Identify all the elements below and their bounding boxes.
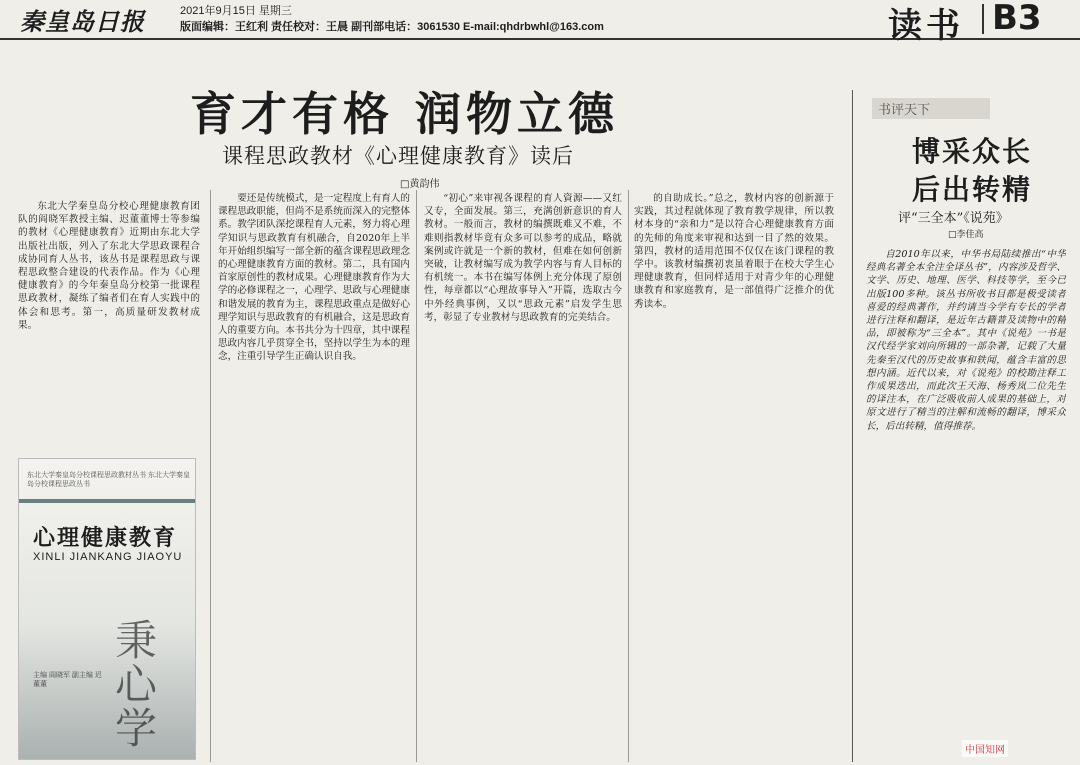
column-text: 东北大学秦皇岛分校心理健康教育团队的阎晓军教授主编、迟董董博士等参编的教材《心理健康教育》近期由东北大学出版社出版，列入了东北大学思政课程合成协同育人丛书，该丛书是课程思政与课程思政整合建设的代表作品。作为《心理健康教育》的今年秦皇岛分校第一批课程思政教材，凝练了编者们在育人实践中的体会和思考。第一，高质量研发教材成果。: [18, 201, 200, 331]
article-column-2: [218, 192, 410, 762]
book-editors: 主编 阎晓军 副主编 迟董董: [33, 672, 102, 688]
column-divider: [416, 190, 417, 762]
sidebar-column-label: 书评天下: [872, 98, 990, 119]
newspaper-logo: 秦皇岛日报: [20, 7, 145, 36]
article-byline: □黄韵伟: [400, 179, 440, 190]
sidebar-byline: □李佳高: [948, 230, 984, 240]
page-number: B3: [992, 0, 1042, 38]
book-title: 心理健康教育: [33, 526, 178, 551]
sidebar-divider: [852, 90, 853, 762]
column-text: 的自助成长。”总之，教材内容的创新源于实践，其过程就体现了教育教学规律，所以教材本身的“亲和力”是以符合心理健康教育方面的先师的角度来审视和达到一目了然的效果。第四，教材的适用范围不仅仅在该门课程的教学中。该教材编撰初衷虽着眼于在校大学生心理健康教育，但同样适用于对青少年的心理健康教育和家庭教育，是一部值得广泛推介的优秀读本。: [634, 193, 834, 310]
section-separator: [982, 4, 984, 34]
book-pinyin: XINLI JIANKANG JIAOYU: [33, 551, 183, 563]
column-text: “初心”来审视各课程的育人資源——又红又专，全面发展。第三，充满创新意识的育人教材。一般而言，教材的编撰既难又不难，不难则指教材毕竟有众多可以参考的成品，略就案例或许就是一个新的教材，但难在如何创新突破，让教材编写成为教学内容与育人目标的有机统一。本书在编写体例上充分体现了原创性，每章都以“心理故事导入”开篇，选取古今中外经典事例，又以“思政元素”启发学生思考，彰显了专业教材与思政教育的完美结合。: [424, 193, 622, 323]
column-divider: [210, 190, 211, 762]
editors-line: 版面编辑：王红利 责任校对：王晨 副刊部电话：3061530 E-mail:qhdrbwhl@163.com: [180, 21, 604, 33]
book-calligraphy: 秉心 学: [115, 616, 158, 753]
article-subtitle: 课程思政教材《心理健康教育》读后: [222, 144, 574, 168]
sidebar-body: [866, 248, 1066, 763]
book-cover-image: [18, 458, 196, 760]
sidebar-subtitle: 评“三全本”《说苑》: [898, 211, 1009, 226]
watermark: 中国知网: [962, 740, 1008, 757]
column-divider: [628, 190, 629, 762]
article-column-3: [424, 192, 622, 762]
book-series: 东北大学秦皇岛分校课程思政教材丛书 东北大学秦皇岛分校课程思政丛书: [27, 472, 190, 488]
article-column-1: [18, 200, 200, 445]
masthead: [0, 0, 1080, 46]
article-title: 育才有格 润物立德: [190, 87, 620, 141]
sidebar-title-line2: 后出转精: [912, 173, 1033, 206]
issue-date: 2021年9月15日 星期三: [180, 5, 292, 17]
sidebar-text: 自2010年以来，中华书局陆续推出“中华经典名著全本全注全译丛书”，内容涉及哲学、文学、历史、地理、医学、科技等学，至今已出版100多种。该丛书所收书目都是极受读者喜爱的经典著作，并约请当今学有专长的学者进行注释和翻译，是近年古籍普及读物中的精品，即被称为“三全本”。其中《说苑》一书是汉代经学家刘向所辑的一部杂著，记载了大量先秦至汉代的历史故事和轶闻，蕴含丰富的思想内涵。近代以来，对《说苑》的校勘注释工作成果迭出，而此次王天海、杨秀岚二位先生的译注本，在广泛吸收前人成果的基础上，对原文进行了精当的注解和流畅的翻译，博采众长，后出转精，值得推荐。: [866, 249, 1066, 432]
section-title: 读书: [888, 6, 964, 46]
column-text: 要还是传统模式，是一定程度上有育人的课程思政职能，但尚不是系统而深入的完整体系。教学团队深挖课程育人元素，努力将心理学知识与思政教育有机融合，自2020年上半年开始组织编写一部全新的蕴含课程思政理念的心理健康教育方面的教材。第二，具有国内首家原创性的教材成果。心理健康教育作为大学的必修课程之一，心理学、思政与心理健康和谐发展的教育为主，课程思政重点是做好心理学知识与思政教育的有机融合，这是思政育人的重要方向。本书共分为十四章，其中课程思政内容几乎贯穿全书，坚持以学生为本的理念，注重引导学生正确认识自我。: [218, 193, 410, 363]
book-band: [19, 499, 195, 503]
sidebar-title-line1: 博采众长: [912, 135, 1033, 168]
article-column-4: [634, 192, 834, 762]
